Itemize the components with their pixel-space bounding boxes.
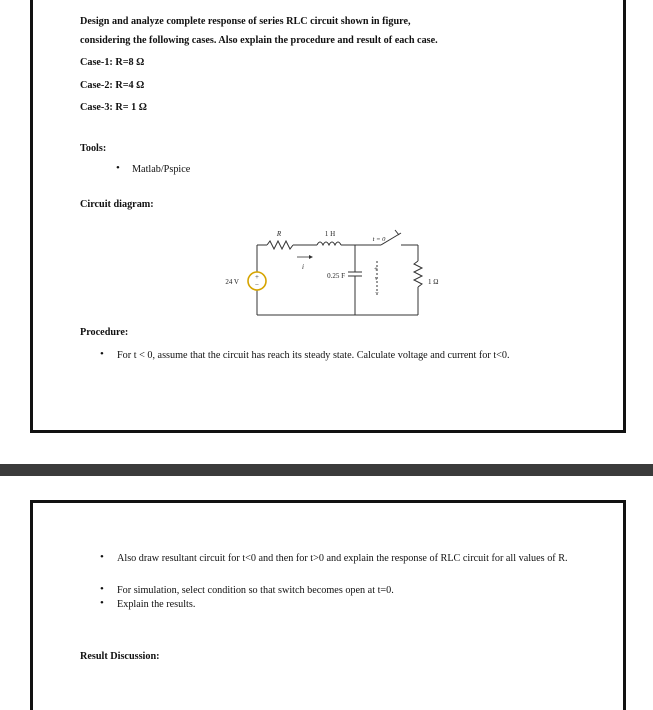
bullet-icon: •	[100, 551, 104, 563]
intro-line-1: Design and analyze complete response of series RLC circuit shown in figure,	[80, 16, 411, 27]
current-label: i	[302, 263, 304, 271]
bullet-icon: •	[100, 348, 104, 360]
tools-item: Matlab/Pspice	[132, 164, 191, 175]
capacitor-label: 0.25 F	[327, 272, 345, 280]
procedure-item: For t < 0, assume that the circuit has reach its steady state. Calculate voltage and current for t<0.	[117, 350, 510, 361]
intro-line-2: considering the following cases. Also explain the procedure and result of each case.	[80, 35, 438, 46]
inductor-symbol	[317, 242, 341, 245]
circuit-heading: Circuit diagram:	[80, 199, 154, 210]
source-minus: −	[255, 281, 259, 289]
result-heading: Result Discussion:	[80, 651, 160, 662]
continued-item-2: For simulation, select condition so that switch becomes open at t=0.	[117, 585, 394, 596]
v-plus: +	[374, 265, 378, 273]
source-label: 24 V	[225, 278, 239, 286]
v-label: v	[375, 276, 378, 282]
procedure-heading: Procedure:	[80, 327, 129, 338]
bullet-icon: •	[116, 162, 120, 174]
switch-label: t = 0	[372, 236, 386, 243]
case-3: Case-3: R= 1 Ω	[80, 102, 147, 113]
v-minus: −	[375, 289, 379, 297]
case-1: Case-1: R=8 Ω	[80, 57, 145, 68]
page-separator	[0, 464, 653, 476]
rlc-circuit-diagram	[205, 225, 465, 325]
resistor-label: R	[276, 230, 282, 238]
tools-heading: Tools:	[80, 143, 107, 154]
inductor-label: 1 H	[324, 230, 336, 238]
continued-item-3: Explain the results.	[117, 599, 196, 610]
continued-item-1: Also draw resultant circuit for t<0 and then for t>0 and explain the response of RLC circuit for all values of R.	[117, 553, 568, 564]
case-2: Case-2: R=4 Ω	[80, 80, 145, 91]
resistor-symbol	[267, 241, 293, 249]
load-resistor-symbol	[414, 261, 422, 287]
bullet-icon: •	[100, 597, 104, 609]
current-arrow-icon	[309, 255, 313, 259]
load-label: 1 Ω	[428, 278, 439, 286]
source-plus: +	[255, 273, 259, 281]
bullet-icon: •	[100, 583, 104, 595]
